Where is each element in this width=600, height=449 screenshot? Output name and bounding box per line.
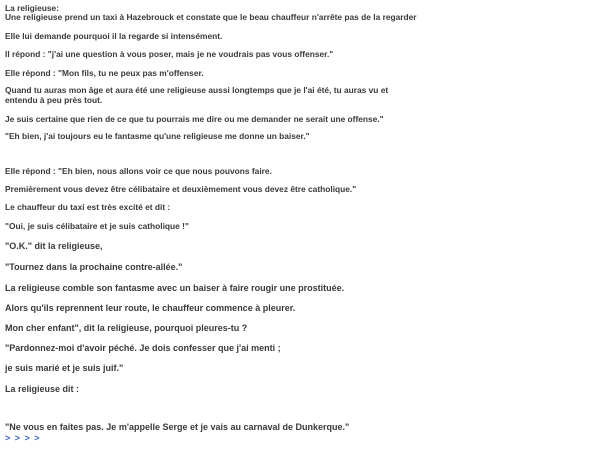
story-line: Mon cher enfant", dit la religieuse, pourquoi pleures-tu ? — [5, 323, 248, 333]
story-line: La religieuse comble son fantasme avec un baiser à faire rougir une prostituée. — [5, 283, 345, 293]
story-line: Quand tu auras mon âge et aura été une religieuse aussi longtemps que je l'ai été, tu auras vu et entendu à peu près tout. — [5, 85, 389, 105]
story-line: Je suis certaine que rien de ce que tu pourrais me dire ou me demander ne serait une offense." — [5, 114, 384, 124]
story-line: Une religieuse prend un taxi à Hazebrouck et constate que le beau chauffeur n'arrête pas de la regarder — [5, 12, 417, 22]
story-line: Alors qu'ils reprennent leur route, le chauffeur commence à pleurer. — [5, 303, 296, 313]
story-line: "O.K." dit la religieuse, — [5, 241, 103, 251]
story-line: Elle lui demande pourquoi il la regarde si intensément. — [5, 31, 223, 41]
story-line: La religieuse dit : — [5, 384, 80, 394]
story-line: Premièrement vous devez être célibataire et deuxièmement vous devez être catholique." — [5, 184, 357, 194]
forward-arrows: > > > > — [5, 433, 41, 443]
story-line: Le chauffeur du taxi est très excité et dit : — [5, 202, 171, 212]
story-line: "Eh bien, j'ai toujours eu le fantasme qu'une religieuse me donne un baiser." — [5, 131, 310, 141]
story-line: Il répond : "j'ai une question à vous poser, mais je ne voudrais pas vous offenser." — [5, 49, 334, 59]
story-title: La religieuse: — [5, 3, 59, 13]
story-line: "Oui, je suis célibataire et je suis catholique !" — [5, 221, 189, 231]
story-line: Elle répond : "Mon fils, tu ne peux pas m'offenser. — [5, 68, 204, 78]
story-line: "Ne vous en faites pas. Je m'appelle Serge et je vais au carnaval de Dunkerque." — [5, 422, 350, 432]
story-line: "Pardonnez-moi d'avoir péché. Je dois confesser que j'ai menti ; — [5, 343, 281, 353]
story-line: Elle répond : "Eh bien, nous allons voir ce que nous pouvons faire. — [5, 166, 272, 176]
story-line: je suis marié et je suis juif." — [5, 363, 124, 373]
story-line: "Tournez dans la prochaine contre-allée." — [5, 262, 183, 272]
